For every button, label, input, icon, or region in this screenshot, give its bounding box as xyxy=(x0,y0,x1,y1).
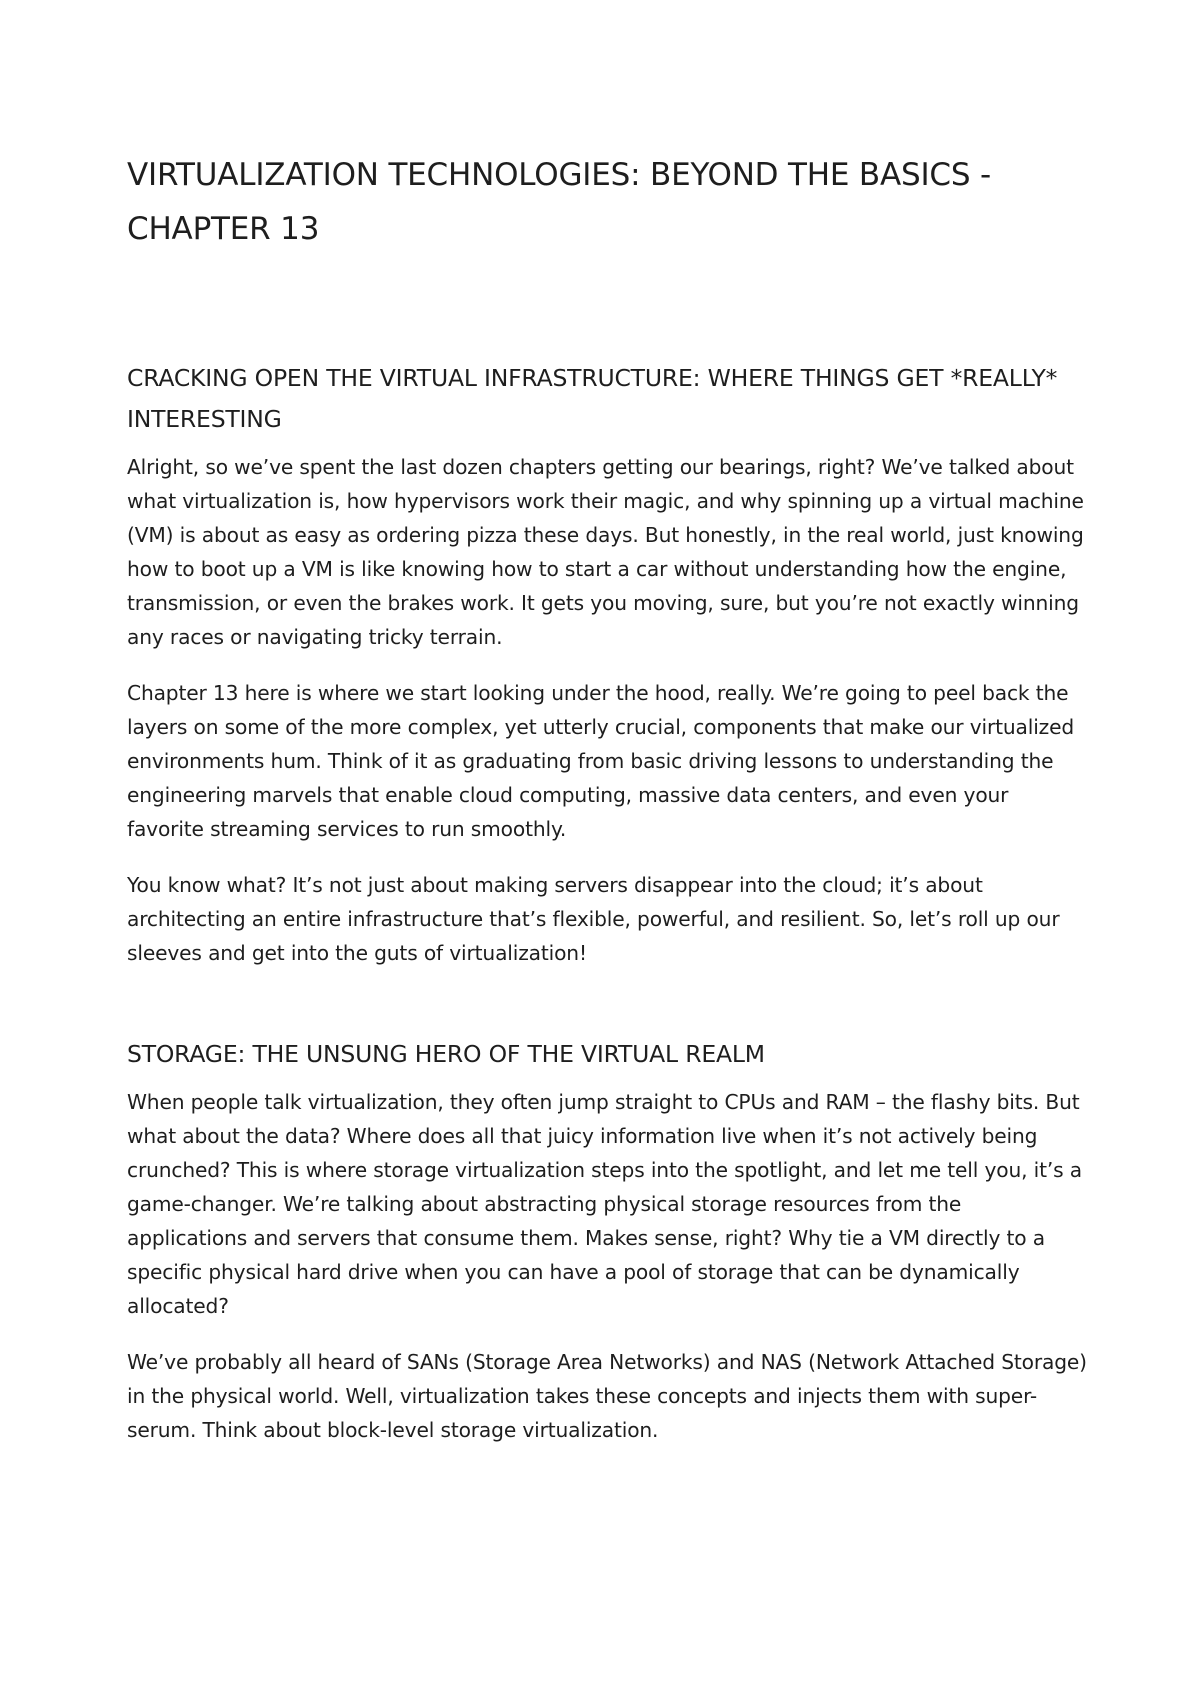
paragraph: You know what? It’s not just about making servers disappear into the cloud; it’s about architecting an entire infrastructure that’s flexible, powerful, and resilient. So, let’s roll up our sleeves and get into the guts of virtualization! xyxy=(127,873,1060,965)
paragraph: Chapter 13 here is where we start looking under the hood, really. We’re going to peel back the layers on some of the more complex, yet utterly crucial, components that make our virtualized environments hum. Think of it as graduating from basic driving lessons to understanding the engineering marvels that enable cloud computing, massive data centers, and even your favorite streaming services to run smoothly. xyxy=(127,681,1075,841)
paragraph: We’ve probably all heard of SANs (Storage Area Networks) and NAS (Network Attached Storage) in the physical world. Well, virtualization takes these concepts and injects them with super-serum. Think about block-level storage virtualization. xyxy=(127,1350,1087,1442)
document-page xyxy=(127,148,1087,1447)
section-heading-storage: STORAGE: THE UNSUNG HERO OF THE VIRTUAL REALM xyxy=(127,1040,765,1068)
section-heading-infrastructure: CRACKING OPEN THE VIRTUAL INFRASTRUCTURE: WHERE THINGS GET *REALLY* INTERESTING xyxy=(127,364,1058,433)
paragraph: Alright, so we’ve spent the last dozen chapters getting our bearings, right? We’ve talked about what virtualization is, how hypervisors work their magic, and why spinning up a virtual machine (VM) is about as easy as ordering pizza these days. But honestly, in the real world, just knowing how to boot up a VM is like knowing how to start a car without understanding how the engine, transmission, or even the brakes work. It gets you moving, sure, but you’re not exactly winning any races or navigating tricky terrain. xyxy=(127,455,1084,649)
paragraph: When people talk virtualization, they often jump straight to CPUs and RAM – the flashy bits. But what about the data? Where does all that juicy information live when it’s not actively being crunched? This is where storage virtualization steps into the spotlight, and let me tell you, it’s a game-changer. We’re talking about abstracting physical storage resources from the applications and servers that consume them. Makes sense, right? Why tie a VM directly to a specific physical hard drive when you can have a pool of storage that can be dynamically allocated? xyxy=(127,1090,1083,1318)
document-title: VIRTUALIZATION TECHNOLOGIES: BEYOND THE BASICS - CHAPTER 13 xyxy=(127,157,991,247)
